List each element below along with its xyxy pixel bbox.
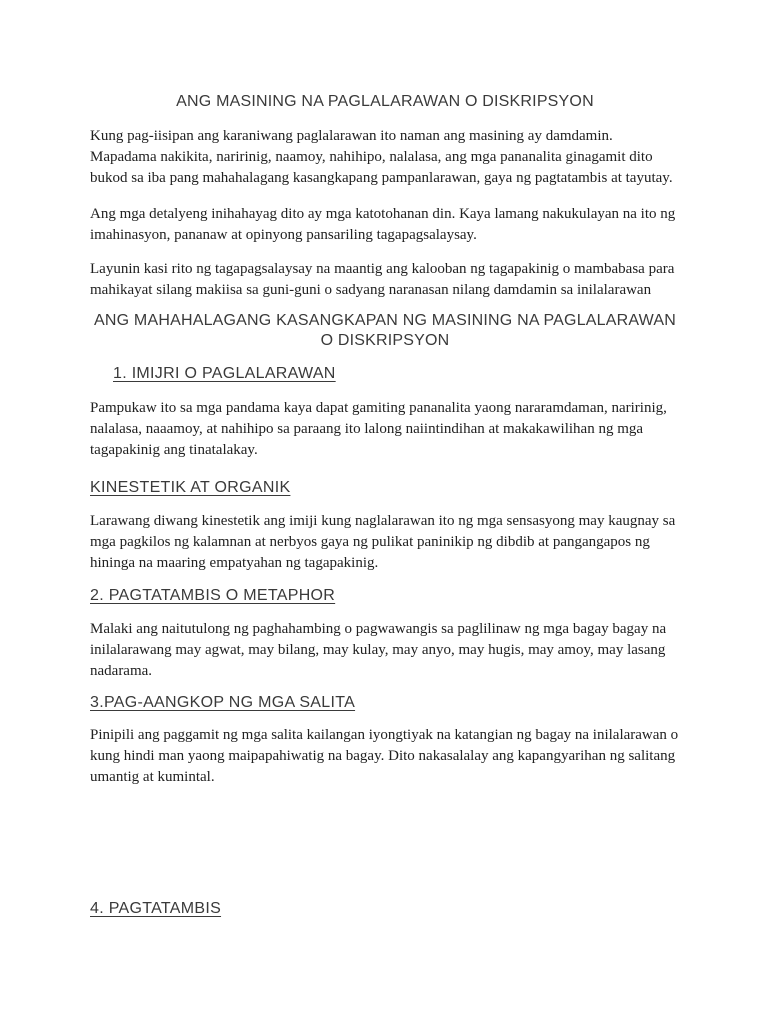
intro-paragraph-3: Layunin kasi rito ng tagapagsalaysay na maantig ang kalooban ng tagapakinig o mambabasa para mahikayat silang makiisa sa guni-guni o sadyang naranasan nilang damdamin sa inilalarawan xyxy=(90,261,675,298)
section-heading-imijri: 1. IMIJRI O PAGLALARAWAN xyxy=(113,365,336,382)
intro-paragraph-2: Ang mga detalyeng inihahayag dito ay mga katotohanan din. Kaya lamang nakukulayan na ito ng imahinasyon, pananaw at opinyong pansariling tagapagsalaysay. xyxy=(90,206,676,243)
section-heading-pagtatambis-metaphor: 2. PAGTATAMBIS O METAPHOR xyxy=(90,587,336,604)
section-body-pag-aangkop: Pinipili ang paggamit ng mga salita kailangan iyongtiyak na katangian ng bagay na inilalarawan o kung hindi man yaong maipapahiwatig na bagay. Dito nakasalalay ang kapangyarihan ng salitang umantig at kumintal. xyxy=(90,727,679,785)
section-body-pagtatambis-metaphor: Malaki ang naitutulong ng paghahambing o pagwawangis sa paglilinaw ng mga bagay bagay na inilalarawang may agwat, may bilang, may kulay, may anyo, may hugis, may amoy, may lasang nadarama. xyxy=(90,621,667,679)
section-body-kinestetik: Larawang diwang kinestetik ang imiji kung naglalarawan ito ng mga sensasyong may kaugnay sa mga pagkilos ng kalamnan at nerbyos gaya ng pulikat paninikip ng dibdib at pangangapos ng hininga na maaring empatyahan ng tagapakinig. xyxy=(90,513,676,571)
document-title: ANG MASINING NA PAGLALARAWAN O DISKRIPSYON xyxy=(176,93,594,110)
intro-paragraph-1: Kung pag-iisipan ang karaniwang paglalarawan ito naman ang masining ay damdamin. Mapadama nakikita, naririnig, naamoy, nahihipo, nalalasa, ang mga pananalita ginagamit dito bukod sa iba pang mahahalagang kasangkapang pampanlarawan, gaya ng pagtatambis at tayutay. xyxy=(90,128,673,186)
section-subtitle: ANG MAHAHALAGANG KASANGKAPAN NG MASINING NA PAGLALARAWAN O DISKRIPSYON xyxy=(94,312,676,349)
section-heading-pagtatambis-4: 4. PAGTATAMBIS xyxy=(90,900,222,917)
section-heading-kinestetik: KINESTETIK AT ORGANIK xyxy=(90,479,291,496)
section-heading-pag-aangkop: 3.PAG-AANGKOP NG MGA SALITA xyxy=(90,694,356,711)
section-body-imijri: Pampukaw ito sa mga pandama kaya dapat gamiting pananalita yaong nararamdaman, naririnig, nalalasa, naaamoy, at nahihipo sa paraang ito lalong naiintindihan at makakawilihan ng mga tagapakinig ang tinatalakay. xyxy=(90,400,667,458)
